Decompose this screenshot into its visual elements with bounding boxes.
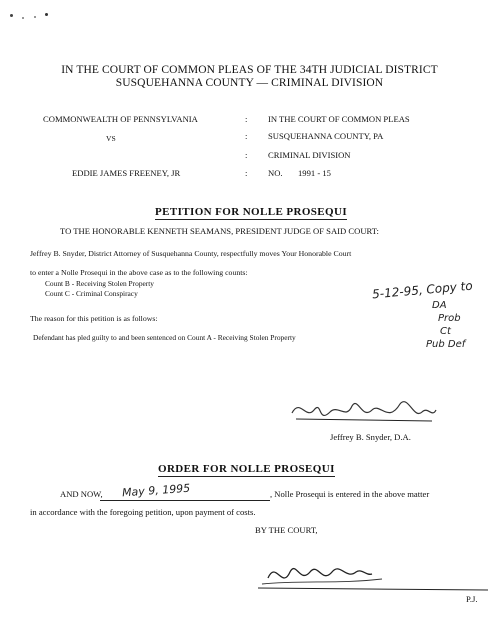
court-name: IN THE COURT OF COMMON PLEAS <box>268 114 410 124</box>
order-entered-text: , Nolle Prosequi is entered in the above matter <box>270 489 430 499</box>
court-caption-line1: IN THE COURT OF COMMON PLEAS OF THE 34TH JUDICIAL DISTRICT <box>61 64 438 76</box>
case-separator: : <box>245 131 248 141</box>
date-fill-line <box>100 500 270 501</box>
reason-text: Defendant has pled guilty to and been sentenced on Count A - Receiving Stolen Property <box>33 333 296 342</box>
case-number-label: NO. <box>268 168 283 178</box>
order-title: ORDER FOR NOLLE PROSEQUI <box>158 463 335 475</box>
case-separator: : <box>245 150 248 160</box>
versus-label: VS <box>106 134 116 143</box>
petition-body-line2: to enter a Nolle Prosequi in the above case as to the following counts: <box>30 268 248 277</box>
scan-speck <box>22 17 24 19</box>
defendant-name: EDDIE JAMES FREENEY, JR <box>72 168 181 178</box>
division-name: CRIMINAL DIVISION <box>268 150 351 160</box>
by-the-court-label: BY THE COURT, <box>255 525 318 535</box>
case-separator: : <box>245 114 248 124</box>
count-item: Count B - Receiving Stolen Property <box>45 279 155 288</box>
da-signer-name: Jeffrey B. Snyder, D.A. <box>330 432 411 442</box>
copy-to-item: Pub Def <box>426 339 466 350</box>
court-caption-line2: SUSQUEHANNA COUNTY — CRIMINAL DIVISION <box>115 77 384 89</box>
scan-speck <box>10 14 13 17</box>
and-now-label: AND NOW, <box>60 489 103 499</box>
plaintiff-name: COMMONWEALTH OF PENNSYLVANIA <box>43 114 198 124</box>
scan-speck <box>45 13 48 16</box>
count-item: Count C - Criminal Conspiracy <box>45 289 138 298</box>
petition-addressee: TO THE HONORABLE KENNETH SEAMANS, PRESIDENT JUDGE OF SAID COURT: <box>60 226 379 236</box>
petition-title: PETITION FOR NOLLE PROSEQUI <box>155 206 348 218</box>
copy-to-item: DA <box>432 300 447 311</box>
reason-intro: The reason for this petition is as follows: <box>30 314 158 323</box>
handwritten-copy-note: 5-12-95, Copy to <box>371 278 474 302</box>
copy-to-item: Ct <box>440 326 451 337</box>
case-separator: : <box>245 168 248 178</box>
copy-to-item: Prob <box>438 313 461 324</box>
case-number: 1991 - 15 <box>298 168 331 178</box>
scan-speck <box>34 16 36 18</box>
judge-initials: P.J. <box>466 594 478 604</box>
handwritten-order-date: May 9, 1995 <box>121 481 191 500</box>
petition-body-line1: Jeffrey B. Snyder, District Attorney of Susquehanna County, respectfully moves Your Honorable Court <box>30 249 352 258</box>
county-name: SUSQUEHANNA COUNTY, PA <box>268 131 384 141</box>
order-line2: in accordance with the foregoing petition, upon payment of costs. <box>30 507 256 517</box>
